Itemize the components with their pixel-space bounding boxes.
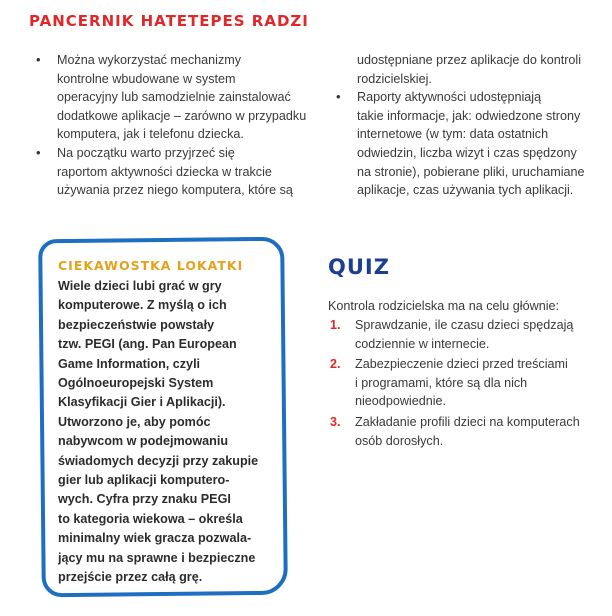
- text-line: gier lub aplikacji komputero-: [58, 473, 230, 488]
- text-line: odwiedzin, liczba wizyt i czas spędzony: [357, 145, 577, 160]
- text-line: Klasyfikacji Gier i Aplikacji).: [58, 395, 226, 410]
- bullet-item: [36, 144, 304, 200]
- text-line: Zabezpieczenie dzieci przed treściami: [355, 357, 568, 372]
- right-column: [336, 51, 590, 200]
- text-line: przejście przez całą grę.: [58, 570, 203, 585]
- text-line: Game Information, czyli: [58, 356, 201, 371]
- text-line: • Można wykorzystać mechanizmy: [57, 53, 242, 67]
- text-line: i programami, które są dla nich: [355, 375, 528, 390]
- text-line: minimalny wiek gracza pozwala-: [58, 531, 252, 546]
- fact-box-text: [58, 277, 282, 588]
- quiz-option-number: 2.: [330, 357, 341, 372]
- text-line: nabywcom w podejmowaniu: [58, 434, 229, 449]
- quiz-option[interactable]: [330, 316, 600, 353]
- text-line: komputerowe. Z myślą o ich: [58, 298, 227, 313]
- text-line: bezpieczeństwie powstały: [58, 317, 215, 332]
- text-line: • Na początku warto przyjrzeć się: [57, 145, 235, 160]
- quiz-title: QUIZ: [328, 255, 390, 279]
- text-line: raportom aktywności dziecka w trakcie: [57, 164, 272, 179]
- text-line: internetowe (w tym: data ostatnich: [357, 127, 549, 142]
- text-line: tzw. PEGI (ang. Pan European: [58, 337, 237, 352]
- text-line: operacyjny lub samodzielnie zainstalować: [57, 90, 291, 105]
- text-line: komputera, jak i telefonu dziecka.: [57, 127, 244, 142]
- text-line: Utworzono je, aby pomóc: [58, 414, 211, 429]
- left-bullet-list: [36, 51, 307, 200]
- right-bullet-list: [336, 88, 590, 200]
- quiz-options: [330, 316, 600, 452]
- bullet-item: [36, 51, 307, 144]
- text-line: jący mu na sprawne i bezpieczne: [58, 550, 256, 565]
- text-line: Ogólnoeuropejski System: [58, 376, 214, 391]
- quiz-option-number: 1.: [330, 318, 341, 332]
- text-line: aplikacje, czas używania tych aplikacji.: [357, 183, 574, 198]
- text-line: na stronie), pobierane pliki, uruchamiane: [357, 164, 585, 179]
- continued-paragraph: [336, 51, 590, 88]
- left-column: [36, 51, 307, 200]
- text-line: nieodpowiednie.: [355, 394, 447, 409]
- quiz-option[interactable]: [330, 355, 600, 411]
- text-line: • Raporty aktywności udostępniają: [357, 90, 542, 105]
- text-line: Zakładanie profili dzieci na komputerach: [355, 414, 580, 429]
- text-line: codziennie w internecie.: [355, 336, 490, 351]
- text-line: rodzicielskiej.: [357, 71, 432, 86]
- text-line: osób dorosłych.: [355, 433, 444, 448]
- text-line: Wiele dzieci lubi grać w gry: [58, 279, 222, 293]
- text-line: udostępniane przez aplikacje do kontroli: [357, 53, 582, 67]
- page-heading: PANCERNIK HATETEPES RADZI: [29, 12, 309, 30]
- quiz-question: Kontrola rodzicielska ma na celu głównie:: [328, 299, 560, 313]
- text-line: takie informacje, jak: odwiedzone strony: [357, 108, 581, 123]
- text-line: kontrolne wbudowane w system: [57, 71, 236, 86]
- text-line: wych. Cyfra przy znaku PEGI: [58, 492, 231, 507]
- bullet-item: [336, 88, 590, 200]
- quiz-option-number: 3.: [330, 414, 341, 429]
- text-line: świadomych decyzji przy zakupie: [58, 453, 259, 468]
- fact-box-title: CIEKAWOSTKA LOKATKI: [58, 258, 244, 273]
- text-line: dodatkowe aplikacje – zarówno w przypadku: [57, 108, 307, 123]
- text-line: używania przez niego komputera, które są: [57, 183, 293, 198]
- text-line: Sprawdzanie, ile czasu dzieci spędzają: [355, 318, 574, 332]
- quiz-option[interactable]: [330, 413, 600, 450]
- text-line: to kategoria wiekowa – określa: [58, 511, 243, 526]
